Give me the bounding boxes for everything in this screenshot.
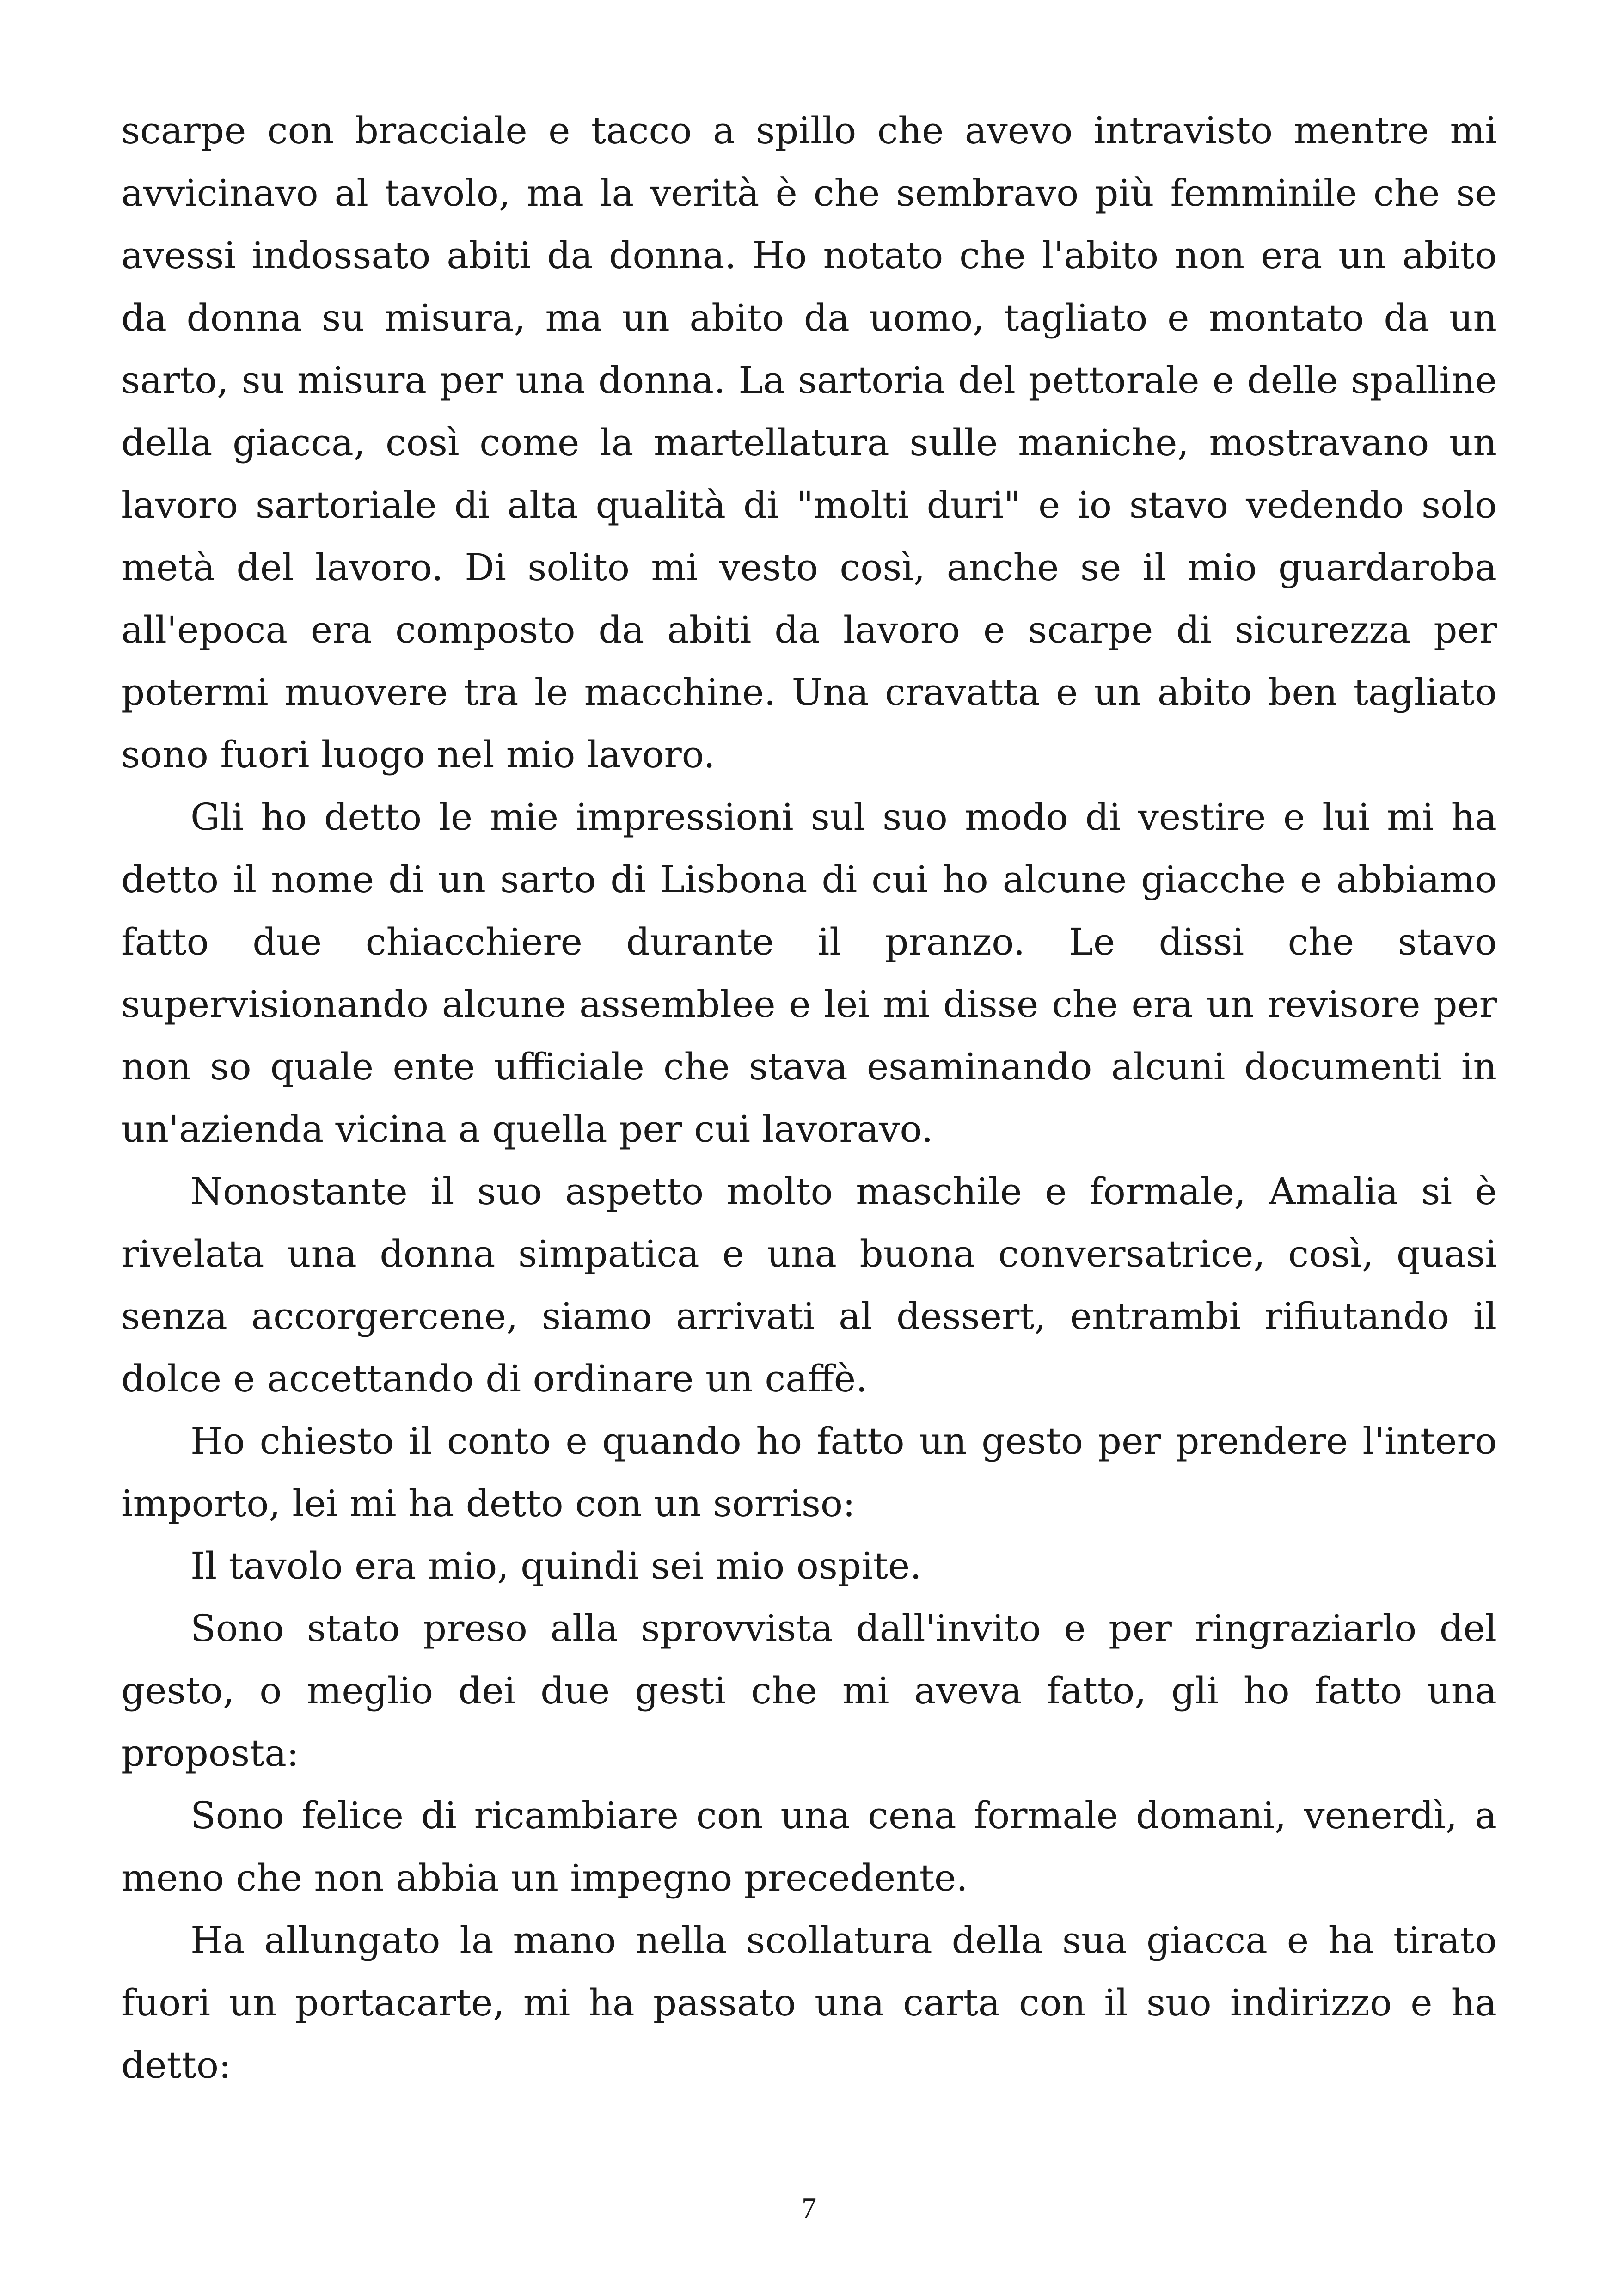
paragraph-8: Ha allungato la mano nella scollatura della sua giacca e ha tirato fuori un portacarte, mi ha passato una carta con il suo indirizzo e ha detto: xyxy=(121,1919,1497,2087)
body-text xyxy=(121,99,1497,2096)
paragraph-1: scarpe con bracciale e tacco a spillo che avevo intravisto mentre mi avvicinavo al tavolo, ma la verità è che sembravo più femminile che se avessi indossato abiti da donna. Ho notato che l'abito non era un abito da donna su misura, ma un abito da uomo, tagliato e montato da un sarto, su misura per una donna. La sartoria del pettorale e delle spalline della giacca, così come la martellatura sulle maniche, mostravano un lavoro sartoriale di alta qualità di "molti duri" e io stavo vedendo solo metà del lavoro. Di solito mi vesto così, anche se il mio guardaroba all'epoca era composto da abiti da lavoro e scarpe di sicurezza per potermi muovere tra le macchine. Una cravatta e un abito ben tagliato sono fuori luogo nel mio lavoro. xyxy=(121,109,1497,776)
paragraph-7: Sono felice di ricambiare con una cena formale domani, venerdì, a meno che non abbia un impegno precedente. xyxy=(121,1794,1497,1899)
paragraph-5: Il tavolo era mio, quindi sei mio ospite. xyxy=(190,1544,922,1587)
page-number: 7 xyxy=(802,2192,816,2224)
paragraph-4: Ho chiesto il conto e quando ho fatto un gesto per prendere l'intero importo, lei mi ha detto con un sorriso: xyxy=(121,1420,1497,1525)
paragraph-2: Gli ho detto le mie impressioni sul suo modo di vestire e lui mi ha detto il nome di un sarto di Lisbona di cui ho alcune giacche e abbiamo fatto due chiacchiere durante il pranzo. Le dissi che stavo supervisionando alcune assemblee e lei mi disse che era un revisore per non so quale ente ufficiale che stava esaminando alcuni documenti in un'azienda vicina a quella per cui lavoravo. xyxy=(121,796,1497,1151)
paragraph-6: Sono stato preso alla sprovvista dall'invito e per ringraziarlo del gesto, o meglio dei due gesti che mi aveva fatto, gli ho fatto una proposta: xyxy=(121,1607,1497,1775)
paragraph-3: Nonostante il suo aspetto molto maschile e formale, Amalia si è rivelata una donna simpatica e una buona conversatrice, così, quasi senza accorgercene, siamo arrivati al dessert, entrambi rifiutando il dolce e accettando di ordinare un caffè. xyxy=(121,1170,1497,1400)
